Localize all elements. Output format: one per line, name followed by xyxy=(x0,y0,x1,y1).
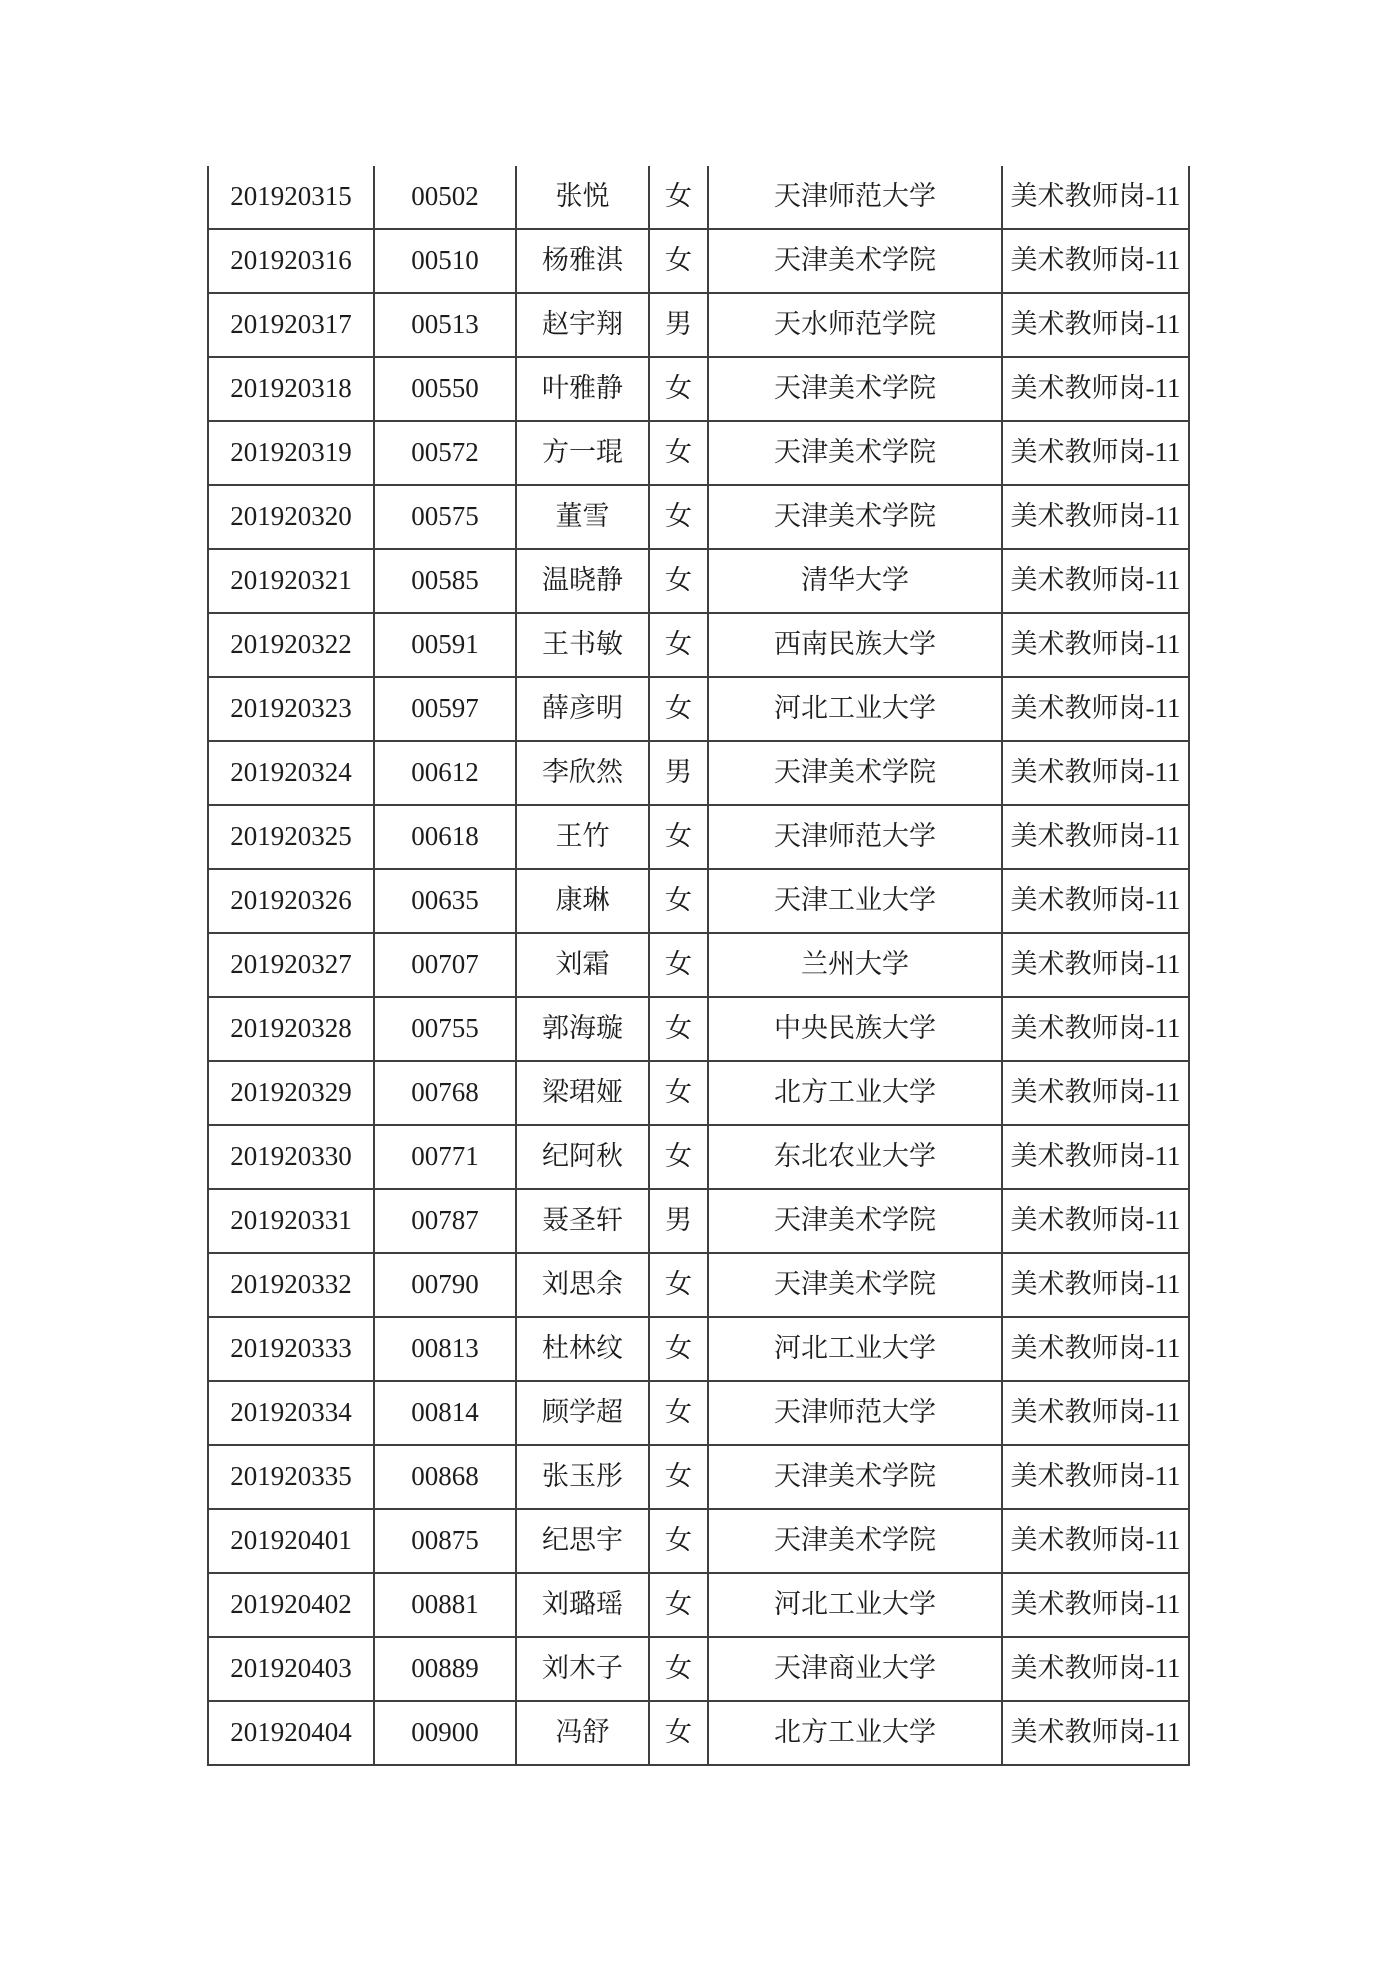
cell-exam-no: 00889 xyxy=(374,1637,516,1701)
cell-candidate-id: 201920321 xyxy=(208,549,374,613)
table-row xyxy=(208,997,1189,1061)
table-row xyxy=(208,1253,1189,1317)
cell-name: 刘霜 xyxy=(516,933,649,997)
cell-position: 美术教师岗-11 xyxy=(1002,1189,1189,1253)
cell-school: 天津美术学院 xyxy=(708,1445,1002,1509)
table-row xyxy=(208,357,1189,421)
cell-name: 郭海璇 xyxy=(516,997,649,1061)
roster-table-body xyxy=(208,166,1189,1765)
table-row xyxy=(208,1637,1189,1701)
table-row xyxy=(208,1509,1189,1573)
cell-school: 天津美术学院 xyxy=(708,1509,1002,1573)
cell-school: 天津商业大学 xyxy=(708,1637,1002,1701)
cell-candidate-id: 201920325 xyxy=(208,805,374,869)
cell-school: 东北农业大学 xyxy=(708,1125,1002,1189)
cell-gender: 女 xyxy=(649,997,708,1061)
cell-exam-no: 00575 xyxy=(374,485,516,549)
cell-exam-no: 00787 xyxy=(374,1189,516,1253)
cell-school: 天津美术学院 xyxy=(708,485,1002,549)
cell-position: 美术教师岗-11 xyxy=(1002,1509,1189,1573)
cell-exam-no: 00875 xyxy=(374,1509,516,1573)
cell-school: 天津工业大学 xyxy=(708,869,1002,933)
cell-candidate-id: 201920329 xyxy=(208,1061,374,1125)
cell-position: 美术教师岗-11 xyxy=(1002,357,1189,421)
cell-candidate-id: 201920330 xyxy=(208,1125,374,1189)
cell-school: 天津师范大学 xyxy=(708,166,1002,229)
table-row xyxy=(208,613,1189,677)
cell-school: 天津美术学院 xyxy=(708,1189,1002,1253)
cell-name: 梁珺娅 xyxy=(516,1061,649,1125)
cell-school: 天津美术学院 xyxy=(708,357,1002,421)
cell-name: 杨雅淇 xyxy=(516,229,649,293)
cell-school: 天津美术学院 xyxy=(708,1253,1002,1317)
cell-school: 天津美术学院 xyxy=(708,229,1002,293)
cell-candidate-id: 201920320 xyxy=(208,485,374,549)
cell-gender: 女 xyxy=(649,357,708,421)
cell-position: 美术教师岗-11 xyxy=(1002,485,1189,549)
cell-position: 美术教师岗-11 xyxy=(1002,741,1189,805)
cell-gender: 女 xyxy=(649,166,708,229)
table-row xyxy=(208,677,1189,741)
cell-gender: 女 xyxy=(649,1637,708,1701)
table-row xyxy=(208,1189,1189,1253)
cell-candidate-id: 201920322 xyxy=(208,613,374,677)
cell-gender: 女 xyxy=(649,933,708,997)
cell-school: 天津美术学院 xyxy=(708,741,1002,805)
cell-position: 美术教师岗-11 xyxy=(1002,869,1189,933)
cell-name: 纪思宇 xyxy=(516,1509,649,1573)
cell-name: 杜林纹 xyxy=(516,1317,649,1381)
cell-candidate-id: 201920404 xyxy=(208,1701,374,1765)
cell-candidate-id: 201920332 xyxy=(208,1253,374,1317)
cell-exam-no: 00502 xyxy=(374,166,516,229)
table-row xyxy=(208,1381,1189,1445)
cell-gender: 女 xyxy=(649,805,708,869)
cell-position: 美术教师岗-11 xyxy=(1002,677,1189,741)
cell-gender: 女 xyxy=(649,1253,708,1317)
cell-name: 赵宇翔 xyxy=(516,293,649,357)
cell-school: 北方工业大学 xyxy=(708,1061,1002,1125)
table-row xyxy=(208,1701,1189,1765)
cell-school: 天津美术学院 xyxy=(708,421,1002,485)
cell-position: 美术教师岗-11 xyxy=(1002,1637,1189,1701)
cell-exam-no: 00868 xyxy=(374,1445,516,1509)
cell-position: 美术教师岗-11 xyxy=(1002,1125,1189,1189)
cell-candidate-id: 201920327 xyxy=(208,933,374,997)
cell-school: 天津师范大学 xyxy=(708,805,1002,869)
cell-position: 美术教师岗-11 xyxy=(1002,1701,1189,1765)
cell-exam-no: 00597 xyxy=(374,677,516,741)
cell-gender: 女 xyxy=(649,1381,708,1445)
cell-exam-no: 00813 xyxy=(374,1317,516,1381)
cell-school: 中央民族大学 xyxy=(708,997,1002,1061)
cell-gender: 女 xyxy=(649,1509,708,1573)
cell-school: 天津师范大学 xyxy=(708,1381,1002,1445)
cell-gender: 女 xyxy=(649,613,708,677)
cell-candidate-id: 201920333 xyxy=(208,1317,374,1381)
cell-gender: 男 xyxy=(649,293,708,357)
cell-school: 清华大学 xyxy=(708,549,1002,613)
cell-exam-no: 00591 xyxy=(374,613,516,677)
cell-name: 叶雅静 xyxy=(516,357,649,421)
cell-candidate-id: 201920317 xyxy=(208,293,374,357)
table-row xyxy=(208,421,1189,485)
table-row xyxy=(208,1061,1189,1125)
cell-name: 王书敏 xyxy=(516,613,649,677)
cell-gender: 女 xyxy=(649,677,708,741)
cell-candidate-id: 201920316 xyxy=(208,229,374,293)
cell-school: 兰州大学 xyxy=(708,933,1002,997)
cell-name: 李欣然 xyxy=(516,741,649,805)
cell-position: 美术教师岗-11 xyxy=(1002,1317,1189,1381)
cell-candidate-id: 201920403 xyxy=(208,1637,374,1701)
cell-name: 张玉彤 xyxy=(516,1445,649,1509)
cell-school: 河北工业大学 xyxy=(708,1573,1002,1637)
cell-school: 西南民族大学 xyxy=(708,613,1002,677)
table-row xyxy=(208,805,1189,869)
table-row xyxy=(208,229,1189,293)
cell-gender: 女 xyxy=(649,1317,708,1381)
cell-exam-no: 00814 xyxy=(374,1381,516,1445)
cell-candidate-id: 201920315 xyxy=(208,166,374,229)
cell-position: 美术教师岗-11 xyxy=(1002,421,1189,485)
cell-gender: 男 xyxy=(649,741,708,805)
cell-exam-no: 00635 xyxy=(374,869,516,933)
cell-gender: 女 xyxy=(649,229,708,293)
cell-exam-no: 00572 xyxy=(374,421,516,485)
table-row xyxy=(208,1317,1189,1381)
cell-gender: 女 xyxy=(649,421,708,485)
cell-position: 美术教师岗-11 xyxy=(1002,166,1189,229)
table-row xyxy=(208,741,1189,805)
cell-candidate-id: 201920334 xyxy=(208,1381,374,1445)
cell-exam-no: 00707 xyxy=(374,933,516,997)
cell-name: 温晓静 xyxy=(516,549,649,613)
cell-name: 王竹 xyxy=(516,805,649,869)
cell-position: 美术教师岗-11 xyxy=(1002,293,1189,357)
cell-name: 聂圣轩 xyxy=(516,1189,649,1253)
cell-exam-no: 00585 xyxy=(374,549,516,613)
cell-name: 康琳 xyxy=(516,869,649,933)
cell-position: 美术教师岗-11 xyxy=(1002,549,1189,613)
cell-school: 河北工业大学 xyxy=(708,677,1002,741)
cell-candidate-id: 201920331 xyxy=(208,1189,374,1253)
cell-candidate-id: 201920324 xyxy=(208,741,374,805)
cell-exam-no: 00881 xyxy=(374,1573,516,1637)
cell-gender: 女 xyxy=(649,1445,708,1509)
table-row xyxy=(208,933,1189,997)
cell-name: 刘思余 xyxy=(516,1253,649,1317)
cell-position: 美术教师岗-11 xyxy=(1002,229,1189,293)
cell-name: 张悦 xyxy=(516,166,649,229)
cell-name: 顾学超 xyxy=(516,1381,649,1445)
cell-position: 美术教师岗-11 xyxy=(1002,1573,1189,1637)
cell-exam-no: 00510 xyxy=(374,229,516,293)
cell-school: 河北工业大学 xyxy=(708,1317,1002,1381)
cell-exam-no: 00755 xyxy=(374,997,516,1061)
cell-position: 美术教师岗-11 xyxy=(1002,1061,1189,1125)
cell-gender: 女 xyxy=(649,1125,708,1189)
cell-school: 北方工业大学 xyxy=(708,1701,1002,1765)
cell-candidate-id: 201920402 xyxy=(208,1573,374,1637)
cell-exam-no: 00771 xyxy=(374,1125,516,1189)
cell-position: 美术教师岗-11 xyxy=(1002,997,1189,1061)
table-row xyxy=(208,166,1189,229)
table-row xyxy=(208,549,1189,613)
cell-name: 董雪 xyxy=(516,485,649,549)
cell-candidate-id: 201920318 xyxy=(208,357,374,421)
cell-name: 纪阿秋 xyxy=(516,1125,649,1189)
cell-candidate-id: 201920401 xyxy=(208,1509,374,1573)
cell-name: 刘璐瑶 xyxy=(516,1573,649,1637)
cell-position: 美术教师岗-11 xyxy=(1002,1253,1189,1317)
cell-gender: 女 xyxy=(649,1701,708,1765)
cell-exam-no: 00790 xyxy=(374,1253,516,1317)
cell-candidate-id: 201920328 xyxy=(208,997,374,1061)
cell-gender: 女 xyxy=(649,485,708,549)
table-row xyxy=(208,293,1189,357)
cell-candidate-id: 201920319 xyxy=(208,421,374,485)
cell-position: 美术教师岗-11 xyxy=(1002,1445,1189,1509)
cell-name: 方一琨 xyxy=(516,421,649,485)
cell-school: 天水师范学院 xyxy=(708,293,1002,357)
cell-exam-no: 00513 xyxy=(374,293,516,357)
cell-gender: 女 xyxy=(649,549,708,613)
cell-candidate-id: 201920335 xyxy=(208,1445,374,1509)
cell-gender: 女 xyxy=(649,1573,708,1637)
cell-gender: 女 xyxy=(649,869,708,933)
cell-position: 美术教师岗-11 xyxy=(1002,1381,1189,1445)
cell-name: 薛彦明 xyxy=(516,677,649,741)
cell-gender: 女 xyxy=(649,1061,708,1125)
cell-candidate-id: 201920323 xyxy=(208,677,374,741)
candidate-roster-table xyxy=(207,166,1190,1766)
cell-exam-no: 00618 xyxy=(374,805,516,869)
table-row xyxy=(208,1445,1189,1509)
cell-exam-no: 00768 xyxy=(374,1061,516,1125)
cell-position: 美术教师岗-11 xyxy=(1002,805,1189,869)
cell-candidate-id: 201920326 xyxy=(208,869,374,933)
cell-exam-no: 00612 xyxy=(374,741,516,805)
cell-position: 美术教师岗-11 xyxy=(1002,613,1189,677)
table-row xyxy=(208,485,1189,549)
cell-exam-no: 00550 xyxy=(374,357,516,421)
table-row xyxy=(208,869,1189,933)
table-row xyxy=(208,1573,1189,1637)
table-row xyxy=(208,1125,1189,1189)
cell-name: 刘木子 xyxy=(516,1637,649,1701)
cell-gender: 男 xyxy=(649,1189,708,1253)
cell-position: 美术教师岗-11 xyxy=(1002,933,1189,997)
cell-exam-no: 00900 xyxy=(374,1701,516,1765)
cell-name: 冯舒 xyxy=(516,1701,649,1765)
